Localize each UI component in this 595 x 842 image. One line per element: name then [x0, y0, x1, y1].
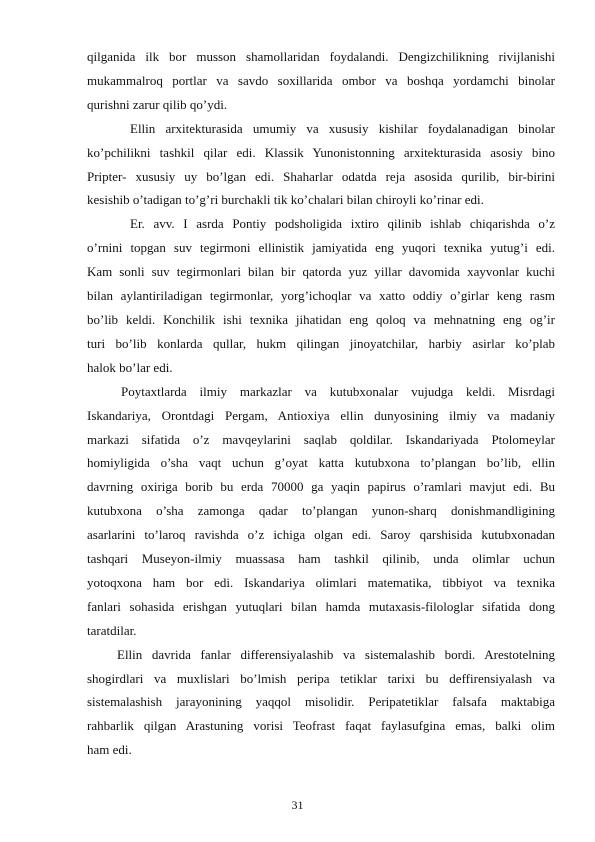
text-line: mukammalroq portlar va savdo soxillarida ombor va boshqa yordamchi binolar [87, 72, 555, 88]
paragraph-2 [87, 117, 555, 213]
text-line: qurishni zarur qilib qo’ydi. [87, 96, 228, 112]
text-line: shogirdlari va muxlislari bo’lmish peripa tetiklar tarixi bu deffirensiyalash va [87, 670, 555, 686]
text-line: asarlarini to’laroq ravishda o’z ichiga olgan edi. Saroy qarshisida kutubxonadan [87, 527, 555, 543]
text-line: turi bo’lib konlarda qullar, hukm qilingan jinoyatchilar, harbiy asirlar ko’plab [87, 335, 555, 351]
text-line: ko’pchilikni tashkil qilar edi. Klassik Yunonistonning arxitekturasida asosiy bino [87, 144, 555, 160]
text-line: taratdilar. [87, 622, 137, 638]
paragraph-1 [87, 45, 555, 117]
text-line: o’rnini topgan suv tegirmoni ellinistik jamiyatida eng yuqori texnika yutug’i edi. [87, 240, 555, 256]
text-line: davrning oxiriga borib bu erda 70000 ga yaqin papirus o’ramlari mavjut edi. Bu [87, 479, 555, 495]
text-line: Pripter- xususiy uy bo’lgan edi. Shaharlar odatda reja asosida qurilib, bir-birini [87, 168, 555, 184]
text-line: yotoqxona ham bor edi. Iskandariya olimlari matematika, tibbiyot va texnika [87, 574, 555, 590]
text-line: homiyligida o’sha vaqt uchun g’oyat katta kutubxona to’plangan bo’lib, ellin [87, 455, 555, 471]
document-page [87, 45, 555, 762]
paragraph-4 [87, 380, 555, 643]
text-line: kesishib o’tadigan to’g’ri burchakli tik ko’chalari bilan chiroyli ko’rinar edi. [87, 192, 484, 208]
text-line: ham edi. [87, 742, 132, 758]
text-line: sistemalashish jarayonining yaqqol misolidir. Peripatetiklar falsafa maktabiga [87, 694, 555, 710]
text-line: Ellin davrida fanlar differensiyalashib va sistemalashib bordi. Arestotelning [117, 646, 555, 662]
text-line: tashqari Museyon-ilmiy muassasa ham tashkil qilinib, unda olimlar uchun [87, 551, 555, 567]
text-line: fanlari sohasida erishgan yutuqlari bilan hamda mutaxasis-filologlar sifatida dong [87, 598, 555, 614]
page-number: 31 [291, 798, 304, 812]
text-line: Er. avv. I asrda Pontiy podsholigida ixtiro qilinib ishlab chiqarishda o’z [130, 216, 555, 232]
text-line: markazi sifatida o’z mavqeylarini saqlab qoldilar. Iskandariyada Ptolomeylar [87, 431, 555, 447]
text-line: kutubxona o’sha zamonga qadar to’plangan yunon-sharq donishmandligining [87, 503, 555, 519]
text-line: halok bo’lar edi. [87, 359, 173, 375]
text-line: qilganida ilk bor musson shamollaridan foydalandi. Dengizchilikning rivijlanishi [87, 49, 555, 64]
paragraph-5 [87, 643, 555, 763]
paragraph-3 [87, 212, 555, 379]
text-line: Kam sonli suv tegirmonlari bilan bir qatorda yuz yillar davomida xayvonlar kuchi [87, 264, 555, 280]
text-line: rahbarlik qilgan Arastuning vorisi Teofrast faqat faylasufgina emas, balki olim [87, 718, 555, 734]
text-line: Iskandariya, Orontdagi Pergam, Antioxiya ellin dunyosining ilmiy va madaniy [87, 407, 555, 423]
text-line: Ellin arxitekturasida umumiy va xususiy kishilar foydalanadigan binolar [130, 120, 555, 136]
text-line: Poytaxtlarda ilmiy markazlar va kutubxonalar vujudga keldi. Misrdagi [121, 383, 555, 399]
text-line: bo’lib keldi. Konchilik ishi texnika jihatidan eng qoloq va mehnatning eng og’ir [87, 311, 555, 327]
text-line: bilan aylantiriladigan tegirmonlar, yorg’ichoqlar va xatto oddiy o’girlar keng rasm [87, 288, 555, 304]
